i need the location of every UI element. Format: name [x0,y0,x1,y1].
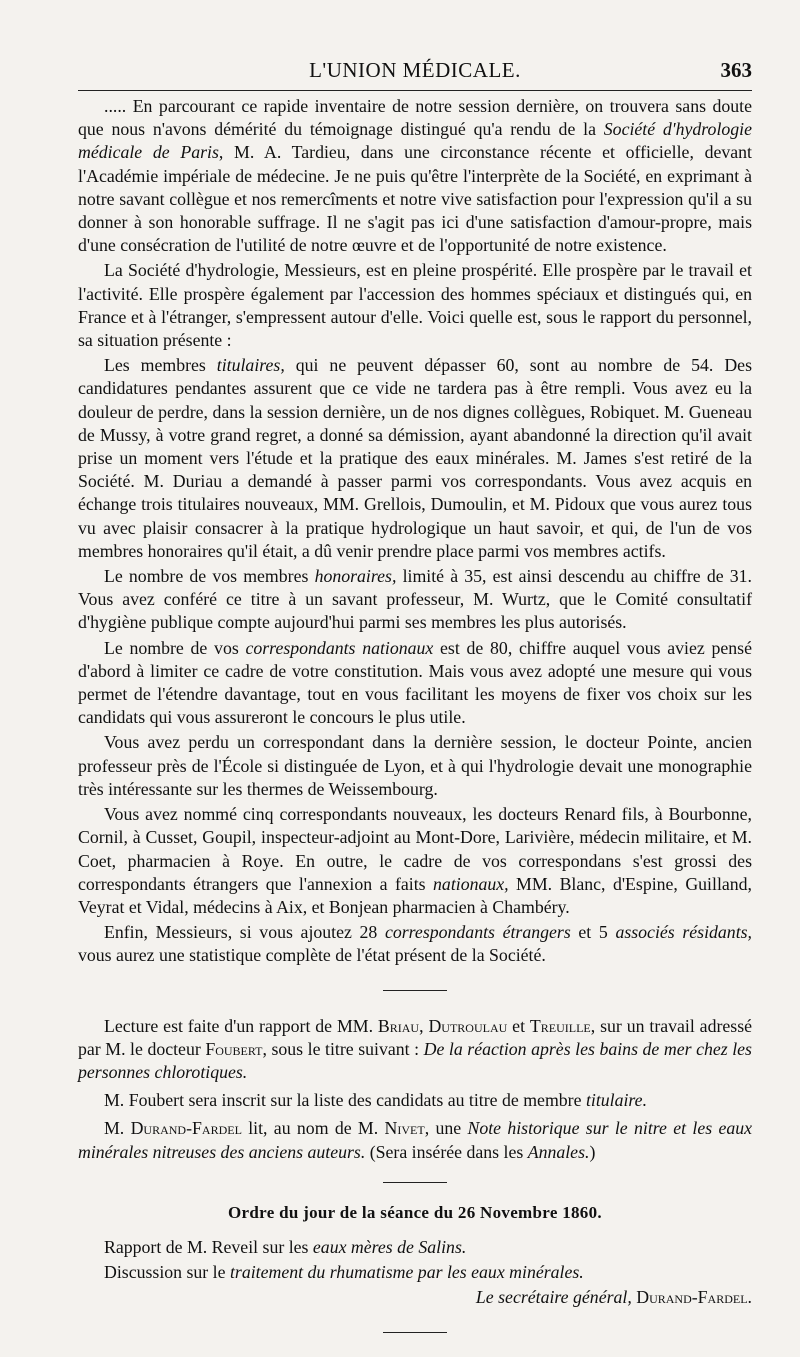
agenda-item-discussion: Discussion sur le traitement du rhumatisme par les eaux minérales. [104,1262,584,1283]
signature: Le secrétaire général, Durand-Fardel. [475,1287,752,1308]
paragraph-foubert-candidate: M. Foubert sera inscrit sur la liste des candidats au titre de membre titulaire. [104,1090,648,1111]
section-separator [383,990,447,991]
agenda-title: Ordre du jour de la séance du 26 Novembre 1860. [228,1202,602,1222]
header-rule [78,90,752,91]
paragraph-national-correspondents: Le nombre de vos correspondants nationaux est de 80, chiffre auquel vous aviez pensé d'abord à limiter ce cadre de votre constitution. Mais vous avez adopté une mesure qui vous permet de l'étendre davantage, tout en vous facilitant les moyens de fixer vos choix sur les candidats qui vous assureront le concours le plus utile. [78,637,752,728]
page-number: 363 [720,58,752,82]
paragraph-hydrology-society-praise: ..... En parcourant ce rapide inventaire de notre session dernière, on trouvera sans doute que nous n'avons démérité du témoignage distingué qu'a rendu de la Société d'hydrologie médicale de Paris, M. A. Tardieu, dans une circonstance récente et officielle, devant l'Académie impériale de médecine. Je ne puis qu'être l'interprète de la Société, en exprimant à notre savant collègue et nos remercîments et notre vive satisfaction pour l'expression qu'il a su donner à son honorable suffrage. Il ne s'agit pas ici d'une satisfaction d'amour-propre, mais d'une consécration de l'utilité de notre œuvre et de l'opportunité de notre existence. [78,96,752,256]
section-separator [383,1182,447,1183]
paragraph-new-correspondents: Vous avez nommé cinq correspondants nouveaux, les docteurs Renard fils, à Bourbonne, Cornil, à Cusset, Goupil, inspecteur-adjoint au Mont-Dore, Larivière, médecin militaire, et M. Coet, pharmacien à Roye. En outre, le cadre de vos correspondans s'est grossi des correspondants étrangers que l'annexion a faits nationaux, MM. Blanc, d'Espine, Guilland, Veyrat et Vidal, médecins à Aix, et Bonjean pharmacien à Chambéry. [78,804,752,917]
paragraph-society-prosperity: La Société d'hydrologie, Messieurs, est en pleine prospérité. Elle prospère par le travail et l'activité. Elle prospère également par l'accession des hommes spéciaux et distingués qui, en France et à l'étranger, s'empressent autour d'elle. Voici quelle est, sous le rapport du personnel, sa situation présente : [78,260,752,351]
page-header [78,52,752,82]
section-separator [383,1332,447,1333]
paragraph-statistics-summary: Enfin, Messieurs, si vous ajoutez 28 correspondants étrangers et 5 associés résidants, vous aurez une statistique complète de l'état présent de la Société. [78,922,752,966]
article-body [78,95,752,1357]
paragraph-report-reading: Lecture est faite d'un rapport de MM. Briau, Dutroulau et Treuille, sur un travail adressé par M. le docteur Foubert, sous le titre suivant : De la réaction après les bains de mer chez les personnes chlorotiques. [78,1015,753,1082]
paragraph-honorary-members: Le nombre de vos membres honoraires, limité à 35, est ainsi descendu au chiffre de 31. Vous avez conféré ce titre à un savant professeur, M. Wurtz, que le Comité consultatif d'hygiène publique compte aujourd'hui parmi ses membres les plus autorisés. [78,566,752,633]
paragraph-historical-note: M. Durand-Fardel lit, au nom de M. Nivet, une Note historique sur le nitre et les eaux minérales nitreuses des anciens auteurs. (Sera insérée dans les Annales.) [78,1118,753,1162]
running-title: L'UNION MÉDICALE. [309,58,521,82]
paragraph-titular-members: Les membres titulaires, qui ne peuvent dépasser 60, sont au nombre de 54. Des candidatures pendantes assurent que ce vide ne tardera pas à être rempli. Vous avez eu la douleur de perdre, dans la session dernière, un de nos dignes collègues, Robiquet. M. Gueneau de Mussy, à votre grand regret, a donné sa démission, ayant abandonné la direction qu'il avait prise un moment vers l'étude et la pratique des eaux minérales. M. James s'est retiré de la Société. M. Duriau a demandé à passer parmi vos correspondants. Vous avez acquis en échange trois titulaires nouveaux, MM. Grellois, Dumoulin, et M. Pidoux que vous aurez tous vu avec plaisir consacrer à la pratique hydrologique un haut savoir, et qui, de l'un de vos membres honoraires qu'il était, a dû venir prendre place parmi vos membres actifs. [78,355,752,561]
agenda-item-report: Rapport de M. Reveil sur les eaux mères de Salins. [104,1236,467,1257]
paragraph-lost-correspondent: Vous avez perdu un correspondant dans la dernière session, le docteur Pointe, ancien professeur près de l'École si distinguée de Lyon, et à qui l'hydrologie devait une monographie très intéressante sur les thermes de Weissembourg. [78,732,752,799]
